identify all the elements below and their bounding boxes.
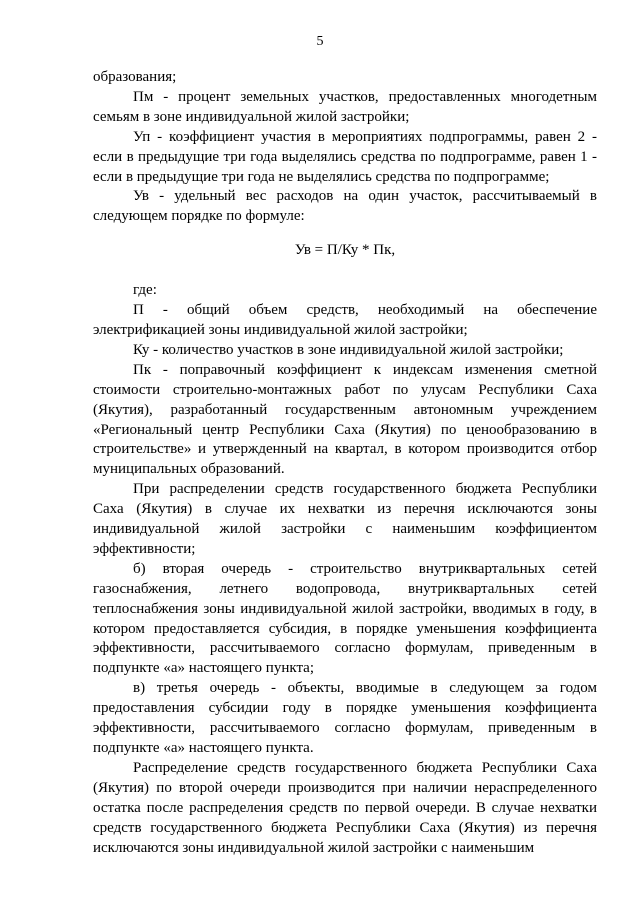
- page-number: 5: [316, 34, 324, 49]
- paragraph-continuation: образования;: [93, 69, 177, 85]
- paragraph-pm-definition: Пм - процент земельных участков, предоставленных многодетным семьям в зоне индивидуальной жилой застройки;: [93, 88, 597, 125]
- paragraph-pk-definition: Пк - поправочный коэффициент к индексам изменения сметной стоимости строительно-монтажных работ по улусам Республики Саха (Якутия), разработанный государственным автономным учреждением «Региональный центр Республики Саха (Якутия) по ценообразованию в строительстве» и утвержденный на квартал, в котором производится отбор муниципальных образований.: [93, 361, 597, 478]
- paragraph-where: где:: [133, 282, 157, 299]
- paragraph-second-queue: б) вторая очередь - строительство внутриквартальных сетей газоснабжения, летнего водопровода, внутриквартальных сетей теплоснабжения зоны индивидуальной жилой застройки, вводимых в году, в котором предоставляется субсидия, в порядке уменьшения коэффициента эффективности, рассчитываемого согласно формулам, приведенным в подпункте «а» настоящего пункта;: [93, 560, 597, 677]
- document-body: [93, 68, 597, 858]
- paragraph-up-definition: Уп - коэффициент участия в мероприятиях подпрограммы, равен 2 - если в предыдущие три года выделялись средства по подпрограмме, равен 1 - если в предыдущие три года не выделялись средства по подпрограмме;: [93, 128, 597, 185]
- paragraph-uv-definition: Ув - удельный вес расходов на один участок, рассчитываемый в следующем порядке по формуле:: [93, 188, 597, 225]
- paragraph-second-queue-distribution: Распределение средств государственного бюджета Республики Саха (Якутия) по второй очереди производится при наличии нераспределенного остатка после распределения средств по первой очереди. В случае нехватки средств государственного бюджета Республики Саха (Якутия) из перечня исключаются зоны индивидуальной жилой застройки с наименьшим: [93, 759, 597, 856]
- paragraph-ku-definition: Ку - количество участков в зоне индивидуальной жилой застройки;: [133, 341, 564, 358]
- formula: Ув = П/Ку * Пк,: [294, 242, 396, 259]
- paragraph-distribution-shortage: При распределении средств государственного бюджета Республики Саха (Якутия) в случае их нехватки из перечня исключаются зоны индивидуальной жилой застройки с наименьшим коэффициентом эффективности;: [93, 481, 597, 557]
- paragraph-third-queue: в) третья очередь - объекты, вводимые в следующем за годом предоставления субсидии году в порядке уменьшения коэффициента эффективности, рассчитываемого согласно формулам, приведенным в подпункте «а» настоящего пункта.: [93, 680, 597, 756]
- paragraph-p-definition: П - общий объем средств, необходимый на обеспечение электрификацией зоны индивидуальной жилой застройки;: [93, 302, 597, 338]
